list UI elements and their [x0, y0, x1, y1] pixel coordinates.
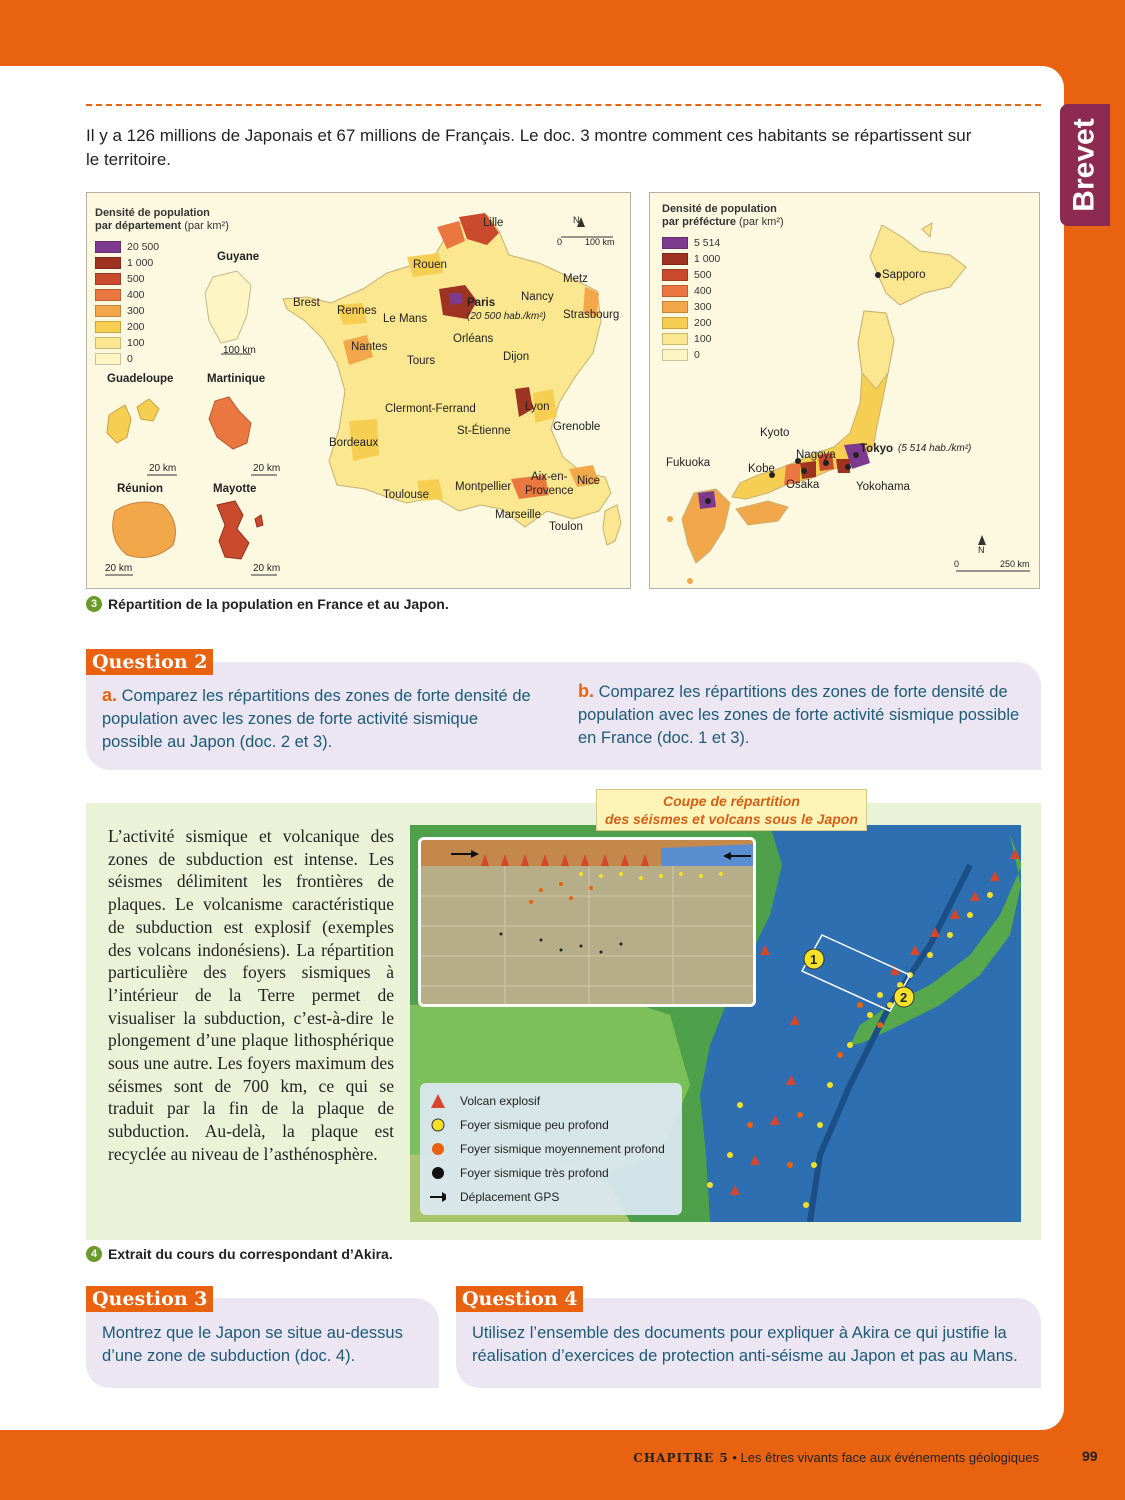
legend-row: 300	[95, 305, 145, 317]
legend-row: 0	[95, 353, 133, 365]
legend-row: 1 000	[95, 257, 153, 269]
legend-deep: Foyer sismique très profond	[430, 1165, 609, 1181]
cross-section-inset	[418, 837, 756, 1007]
paris-core	[449, 293, 463, 305]
legend-intermediate: Foyer sismique moyennement profond	[430, 1141, 665, 1157]
hokkaido-island	[922, 223, 932, 237]
japan-map-graphic	[650, 193, 1040, 589]
legend-row: 200	[662, 317, 712, 329]
question4-text: Utilisez l’ensemble des documents pour expliquer à Akira ce qui justifie la réalisation d’exercices de protection anti-séisme au Japon et pas au Mans.	[472, 1324, 1018, 1365]
dashed-divider	[86, 104, 1041, 106]
legend-row: 0	[662, 349, 700, 361]
question4-tag: Question 4	[456, 1286, 583, 1312]
reunion-shape	[113, 502, 176, 557]
legend-row: 400	[95, 289, 145, 301]
legend-row: 5 514	[662, 237, 720, 249]
question3-text: Montrez que le Japon se situe au-dessus d’une zone de subduction (doc. 4).	[102, 1324, 403, 1365]
section-label: Coupe de répartition des séismes et volcans sous le Japon	[596, 789, 867, 831]
france-density-map: Densité de population par département (par km²) 20 500 1 000 500 400 300 200 100 0 Guyane 100 km Guadeloupe Martinique 20 km 20 km Réunion Mayotte 20 km 20 km N 0 100 km Lille Rouen Metz Brest Paris (20 500 hab./km²) Nancy Strasbourg Rennes Le Mans Orléans Nantes Tours Dijon Clermont-Ferrand Lyon St-Étienne Grenoble Bordeaux Aix-en- Provence Nice Montpellier Toulouse Marseille Toulon	[86, 192, 631, 589]
mayotte-shape	[217, 501, 263, 559]
legend-row: 20 500	[95, 241, 159, 253]
legend-row: 400	[662, 285, 712, 297]
doc4-panel	[86, 793, 1041, 1240]
page-number: 99	[1082, 1448, 1098, 1464]
brevet-tab: Brevet	[1060, 104, 1110, 226]
legend-row: 100	[95, 337, 145, 349]
legend-row: 200	[95, 321, 145, 333]
hokkaido-shape	[870, 225, 966, 305]
guadeloupe-shape	[107, 399, 159, 443]
legend-shallow: Foyer sismique peu profond	[430, 1117, 609, 1133]
doc4-caption: 4 Extrait du cours du correspondant d’Akira.	[86, 1246, 393, 1262]
legend-row: 500	[662, 269, 712, 281]
guyane-shape	[205, 271, 251, 343]
legend-row: 100	[662, 333, 712, 345]
question2a-text: a. Comparez les répartitions des zones de forte densité de population avec les zones de forte activité sismique possible au Japon (doc. 2 et 3).	[102, 685, 531, 751]
legend-row: 300	[662, 301, 712, 313]
question3-tag: Question 3	[86, 1286, 213, 1312]
trench-line	[810, 865, 970, 1222]
question2-tag: Question 2	[86, 649, 213, 675]
cross-section-graphic	[421, 840, 756, 1007]
footer-chapter: CHAPITRE 5 • Les êtres vivants face aux événements géologiques	[633, 1450, 1039, 1465]
doc3-caption: 3 Répartition de la population en France et au Japon.	[86, 596, 449, 612]
question2b-text: b. Comparez les répartitions des zones de forte densité de population avec les zones de forte activité sismique possible en France (doc. 1 et 3).	[578, 681, 1020, 747]
japan-density-map: Densité de population par préfécture (par km²) 5 514 1 000 500 400 300 200 100 0 Sapporo Kyoto Tokyo (5 514 hab./km²) Fukuoka Kobe Nagoya Osaka Yokohama N 0 250 km	[649, 192, 1040, 589]
doc4-text: L’activité sismique et volcanique des zones de subduction est intense. Les séismes délimitent les frontières de plaques. Le volcanisme caractéristique de subduction est explosif (exemples des volcans indonésiens). La répartition particulière des foyers sismiques à l’intérieur de la Terre permet de visualiser la subduction, c’est-à-dire le plongement d’une plaque lithosphérique sous une autre. Les foyers maximum des séismes sont de 700 km, ce qui se traduit par la fin de la plaque de subduction. Au-delà, la plaque est recyclée au niveau de l’asthénosphère.	[108, 826, 394, 1164]
corsica-shape	[603, 505, 621, 545]
legend-row: 500	[95, 273, 145, 285]
martinique-shape	[209, 397, 251, 449]
seismic-map: 1 2 Volcan explosif Foyer sismique peu profond Foyer sismique moyennement profond Foyer sismique très profond Déplacement GPS	[410, 825, 1021, 1222]
legend-gps: Déplacement GPS	[430, 1189, 559, 1205]
intro-text: Il y a 126 millions de Japonais et 67 millions de Français. Le doc. 3 montre comment ces habitants se répartissent sur le territoire.	[86, 126, 972, 169]
shikoku-shape	[736, 501, 788, 525]
seismic-legend	[420, 1083, 682, 1215]
legend-volcano: Volcan explosif	[430, 1093, 540, 1109]
legend-row: 1 000	[662, 253, 720, 265]
